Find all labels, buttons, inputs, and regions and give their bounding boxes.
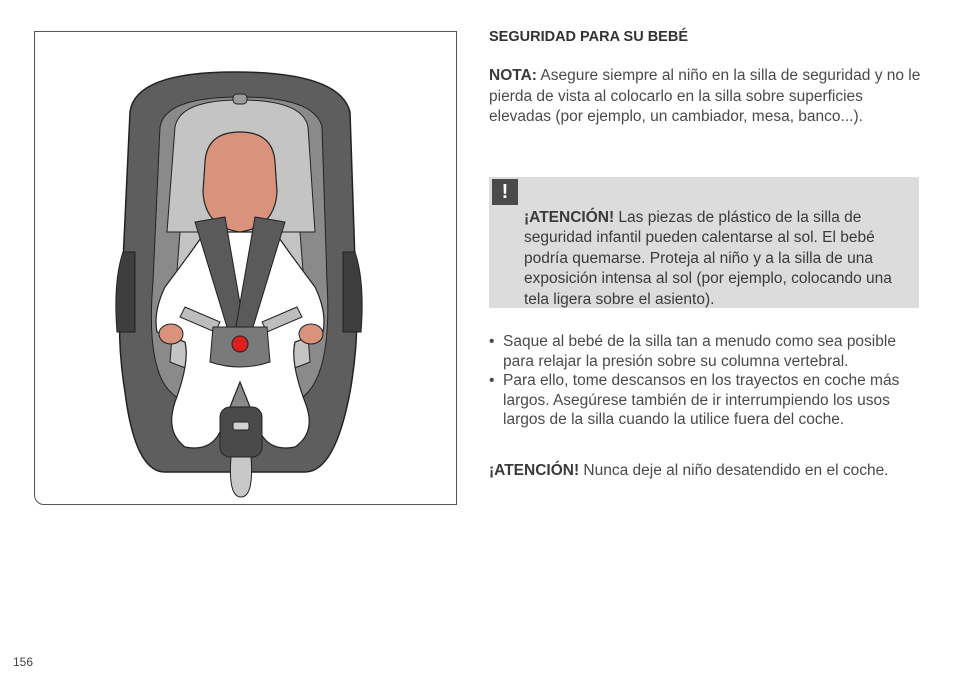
final-warning-paragraph — [489, 461, 919, 482]
final-warning-label: ¡ATENCIÓN! — [489, 462, 580, 479]
note-label: NOTA: — [489, 67, 537, 84]
list-item: • Saque al bebé de la silla tan a menudo como sea posible para relajar la presión sobre su columna vertebral. — [489, 332, 929, 371]
buckle-button — [232, 336, 248, 352]
right-hand — [299, 324, 323, 344]
car-seat-figure — [34, 31, 457, 505]
warning-paragraph — [524, 208, 914, 311]
page-number: 156 — [13, 655, 34, 669]
warning-label: ¡ATENCIÓN! — [524, 208, 615, 226]
left-wing — [116, 252, 135, 332]
advice-list — [489, 332, 929, 430]
right-wing — [343, 252, 362, 332]
headrest-handle — [233, 94, 247, 104]
final-warning-text: Nunca deje al niño desatendido en el coche. — [579, 462, 889, 479]
left-hand — [159, 324, 183, 344]
crotch-pad — [220, 407, 262, 457]
section-heading: SEGURIDAD PARA SU BEBÉ — [489, 29, 688, 45]
warning-box — [489, 177, 919, 308]
warning-text: Las piezas de plástico de la silla de seguridad infantil pueden calentarse al sol. El bebé podría quemarse. Proteja al niño y a la silla de una exposición intensa al sol (por ejemplo, colocando una tela ligera sobre el asiento). — [524, 208, 892, 308]
note-paragraph — [489, 66, 921, 128]
crotch-buckle — [233, 422, 249, 430]
list-item: • Para ello, tome descansos en los trayectos en coche más largos. Asegúrese también de ir interrumpiendo los usos largos de la silla cuando la utilice fuera del coche. — [489, 371, 929, 430]
section — [489, 28, 921, 46]
exclamation-icon: ! — [492, 179, 518, 205]
note-text: Asegure siempre al niño en la silla de seguridad y no le pierda de vista al colocarlo en la silla sobre superficies elevadas (por ejemplo, un cambiador, mesa, banco...). — [489, 67, 921, 125]
baby-head — [203, 132, 277, 232]
infant-car-seat-illustration — [35, 32, 457, 505]
adjuster-strap — [230, 457, 251, 497]
